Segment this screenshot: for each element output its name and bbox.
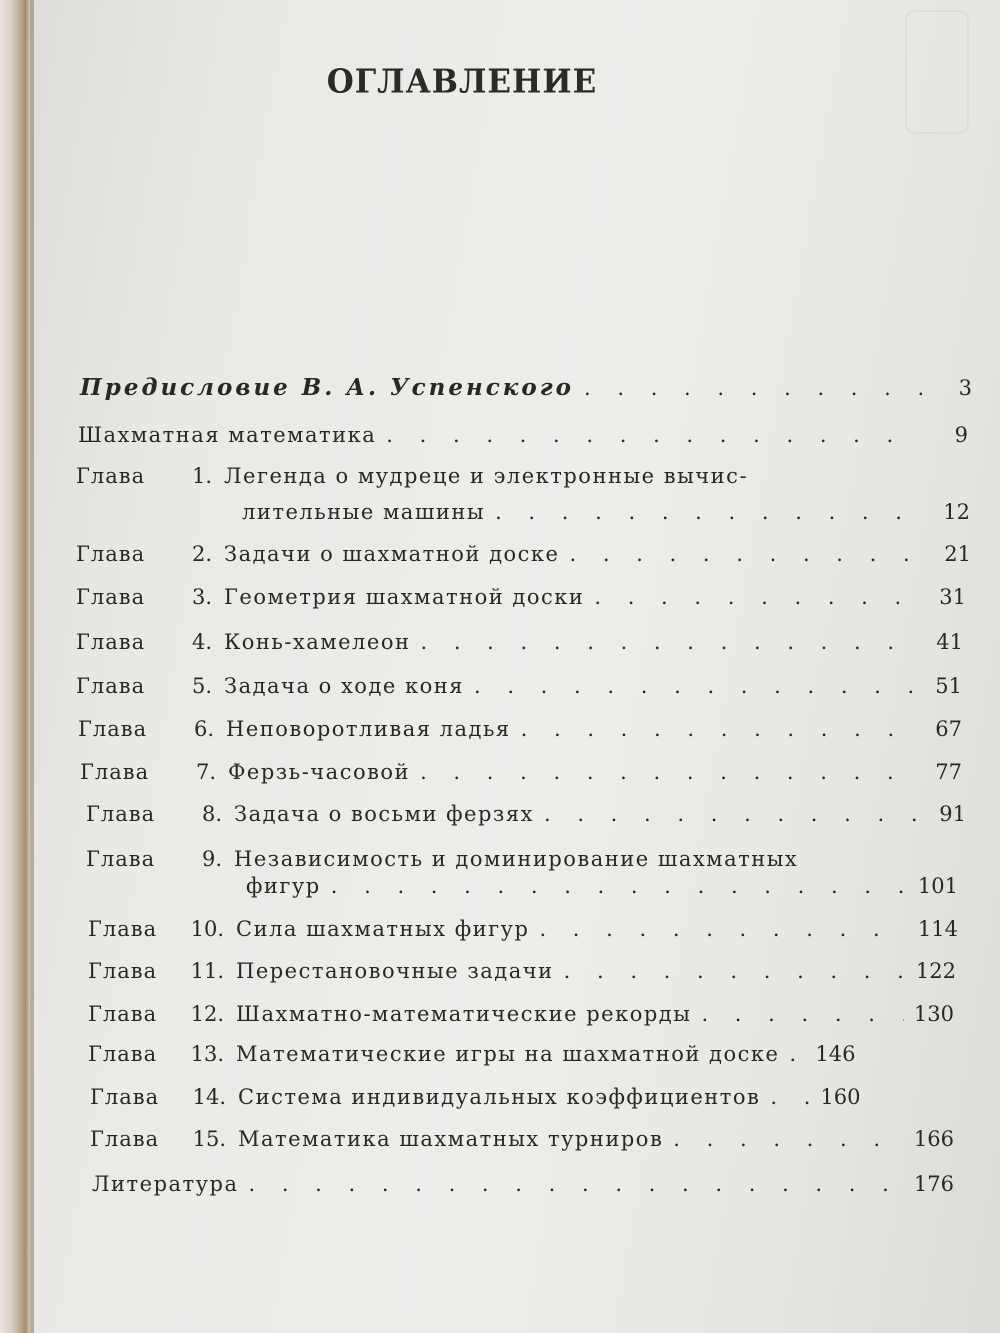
toc-entry-text: Неповоротливая ладья <box>226 717 511 741</box>
toc-entry-text: Шахматная математика <box>78 423 377 447</box>
toc-entry-text: Задачи о шахматной доске <box>224 542 560 566</box>
leader-dots <box>594 583 916 611</box>
chapter-label: Глава <box>76 630 146 654</box>
chapter-number: 2. <box>191 542 212 566</box>
chapter-number: 4. <box>191 630 212 654</box>
toc-entry-chapter-14[interactable] <box>90 1083 954 1111</box>
chapter-number: 6. <box>193 717 214 741</box>
leader-dots <box>544 800 916 828</box>
chapter-number: 12. <box>190 1002 224 1026</box>
toc-entry-text: Сила шахматных фигур <box>236 917 530 941</box>
toc-entry-text: Задача о ходе коня <box>224 674 464 698</box>
toc-entry-chapter-2[interactable] <box>76 540 971 568</box>
chapter-label: Глава <box>88 917 158 941</box>
toc-entry-chapter-13[interactable] <box>88 1040 954 1068</box>
toc-page-number: 31 <box>939 585 966 609</box>
toc-entry-chapter-9[interactable] <box>86 845 966 873</box>
toc-entry-chapter-5[interactable] <box>76 672 962 700</box>
leader-dots <box>495 498 920 526</box>
toc-entry-chapter-4[interactable] <box>76 628 963 656</box>
toc-page-number: 3 <box>958 376 972 400</box>
leader-dots <box>420 758 912 786</box>
toc-page-number: 114 <box>917 917 958 941</box>
toc-entry-text: Предисловие В. А. Успенского <box>80 374 574 401</box>
leader-dots <box>564 957 906 985</box>
toc-entry-literature[interactable] <box>92 1170 954 1198</box>
toc-entry-text: Математика шахматных турниров <box>238 1127 664 1151</box>
leader-dots <box>789 1040 805 1068</box>
toc-page-number: 77 <box>935 760 962 784</box>
toc-entry-text: Система индивидуальных коэффициентов <box>238 1085 761 1109</box>
toc-entry-text: Конь-хамелеон <box>224 630 411 654</box>
toc-entry-chapter-12[interactable] <box>88 1000 954 1028</box>
toc-entry-text: Шахматно-математические рекорды <box>236 1002 692 1026</box>
chapter-label: Глава <box>76 585 146 609</box>
leader-dots <box>701 1000 903 1028</box>
toc-entry-text: Независимость и доминирование шахматных <box>234 847 799 871</box>
toc-entry-text: Математические игры на шахматной доске <box>236 1042 780 1066</box>
chapter-number: 14. <box>192 1085 226 1109</box>
toc-entry-chapter-7[interactable] <box>80 758 962 786</box>
toc-page-number: 101 <box>917 874 958 898</box>
chapter-label: Глава <box>76 464 146 488</box>
chapter-number: 5. <box>191 674 212 698</box>
chapter-label: Глава <box>78 717 148 741</box>
leader-dots <box>386 421 918 449</box>
toc-entry-chapter-6[interactable] <box>78 715 962 743</box>
toc-entry-chapter-9-cont[interactable] <box>246 872 958 900</box>
chapter-label: Глава <box>88 959 158 983</box>
toc-page-number: 67 <box>935 717 962 741</box>
toc-entry-text: Задача о восьми ферзях <box>234 802 534 826</box>
leader-dots <box>770 1083 810 1111</box>
chapter-number: 7. <box>195 760 216 784</box>
toc-page-number: 41 <box>936 630 963 654</box>
page-title: ОГЛАВЛЕНИЕ <box>326 63 598 101</box>
chapter-number: 8. <box>201 802 222 826</box>
toc-entry-text-continued: фигур <box>246 874 321 898</box>
toc-page-number: 21 <box>944 542 971 566</box>
chapter-number: 11. <box>190 959 224 983</box>
toc-entry-text: Легенда о мудреце и электронные вычис- <box>224 464 749 488</box>
leader-dots <box>331 872 908 900</box>
leader-dots <box>248 1170 903 1198</box>
chapter-number: 3. <box>191 585 212 609</box>
toc-page-number: 122 <box>915 959 956 983</box>
toc-entry-text: Перестановочные задачи <box>236 959 554 983</box>
toc-entry-chapter-3[interactable] <box>76 583 966 611</box>
toc-entry-text: Геометрия шахматной доски <box>224 585 585 609</box>
toc-entry-chapter-8[interactable] <box>86 800 966 828</box>
chapter-number: 10. <box>190 917 224 941</box>
chapter-number: 13. <box>190 1042 224 1066</box>
leader-dots <box>539 915 907 943</box>
chapter-label: Глава <box>88 1002 158 1026</box>
toc-page-number: 160 <box>820 1085 861 1109</box>
toc-page-number: 176 <box>913 1172 954 1196</box>
chapter-label: Глава <box>86 847 156 871</box>
toc-entry-chapter-15[interactable] <box>90 1125 954 1153</box>
chapter-label: Глава <box>90 1127 160 1151</box>
leader-dots <box>584 374 922 402</box>
toc-page-number: 130 <box>913 1002 954 1026</box>
chapter-label: Глава <box>88 1042 158 1066</box>
toc-page-number: 9 <box>954 423 968 447</box>
chapter-number: 15. <box>192 1127 226 1151</box>
toc-entry-chapter-11[interactable] <box>88 957 956 985</box>
leader-dots <box>521 715 912 743</box>
chapter-number: 9. <box>201 847 222 871</box>
leader-dots <box>673 1125 904 1153</box>
chapter-number: 1. <box>191 464 212 488</box>
chapter-label: Глава <box>90 1085 160 1109</box>
toc-page-number: 166 <box>913 1127 954 1151</box>
toc-entry-chess-math[interactable] <box>78 421 968 449</box>
toc-entry-text: Ферзь-часовой <box>228 760 411 784</box>
toc-entry-text-continued: лительные машины <box>242 500 486 524</box>
toc-entry-chapter-1-cont[interactable] <box>242 498 970 526</box>
chapter-label: Глава <box>76 674 146 698</box>
chapter-label: Глава <box>76 542 146 566</box>
leader-dots <box>570 540 922 568</box>
toc-page-number: 51 <box>935 674 962 698</box>
toc-page-number: 91 <box>939 802 966 826</box>
toc-entry-text: Литература <box>92 1172 239 1196</box>
chapter-label: Глава <box>86 802 156 826</box>
toc-entry-chapter-1[interactable] <box>76 462 976 490</box>
leader-dots <box>474 672 912 700</box>
toc-page-number: 12 <box>943 500 970 524</box>
toc-entry-chapter-10[interactable] <box>88 915 958 943</box>
toc-page-number: 146 <box>815 1042 856 1066</box>
toc-entry-foreword[interactable] <box>80 374 972 402</box>
chapter-label: Глава <box>80 760 150 784</box>
leader-dots <box>420 628 913 656</box>
